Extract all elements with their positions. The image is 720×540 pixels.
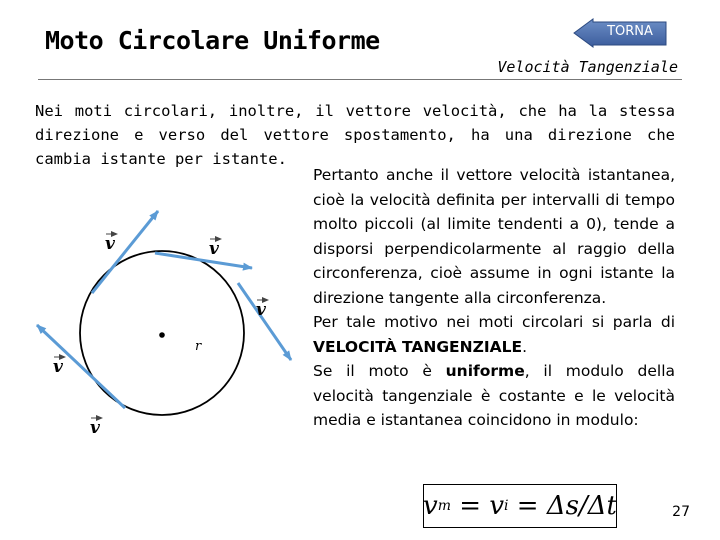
velocity-vector-2 (155, 253, 252, 268)
paragraph-uniform-motion: Se il moto è uniforme, il modulo della velocità tangenziale è costante e le velocità media e istantanea coincidono in modulo: (313, 362, 675, 429)
paragraph-tangent-direction: Pertanto anche il vettore velocità istantanea, cioè la velocità definita per intervalli di tempo molto piccoli (al limite tendenti a 0), tende a disporsi perpendicolarmente al raggio della circonferenza, cioè assume in ogni istante la direzione tangente alla circonferenza. (313, 166, 675, 307)
page-number: 27 (672, 504, 690, 520)
term-uniform: uniforme (445, 362, 525, 380)
vector-label: v (256, 300, 266, 320)
term-tangential-velocity: VELOCITÀ TANGENZIALE (313, 337, 523, 356)
section-subtitle: Velocità Tangenziale (497, 58, 678, 76)
vector-label: v (53, 357, 63, 377)
paragraph-tangential-velocity: Per tale motivo nei moti circolari si parla di VELOCITÀ TANGENZIALE. (313, 313, 675, 356)
explanation-text (313, 163, 675, 433)
vector-label: v (105, 234, 115, 254)
vector-label: v (209, 239, 219, 259)
velocity-formula: v m = v i = Δs/Δt (423, 484, 617, 528)
intro-paragraph: Nei moti circolari, inoltre, il vettore velocità, che ha la stessa direzione e verso del vettore spostamento, ha una direzione che cambia istante per istante. (35, 102, 675, 168)
velocity-arrows (37, 211, 291, 408)
vector-label: v (90, 418, 100, 438)
velocity-vector-3 (238, 283, 291, 360)
circle-center (159, 332, 165, 338)
page-title: Moto Circolare Uniforme (45, 26, 380, 55)
back-button-label: TORNA (607, 24, 653, 39)
radius-label: r (195, 339, 202, 354)
